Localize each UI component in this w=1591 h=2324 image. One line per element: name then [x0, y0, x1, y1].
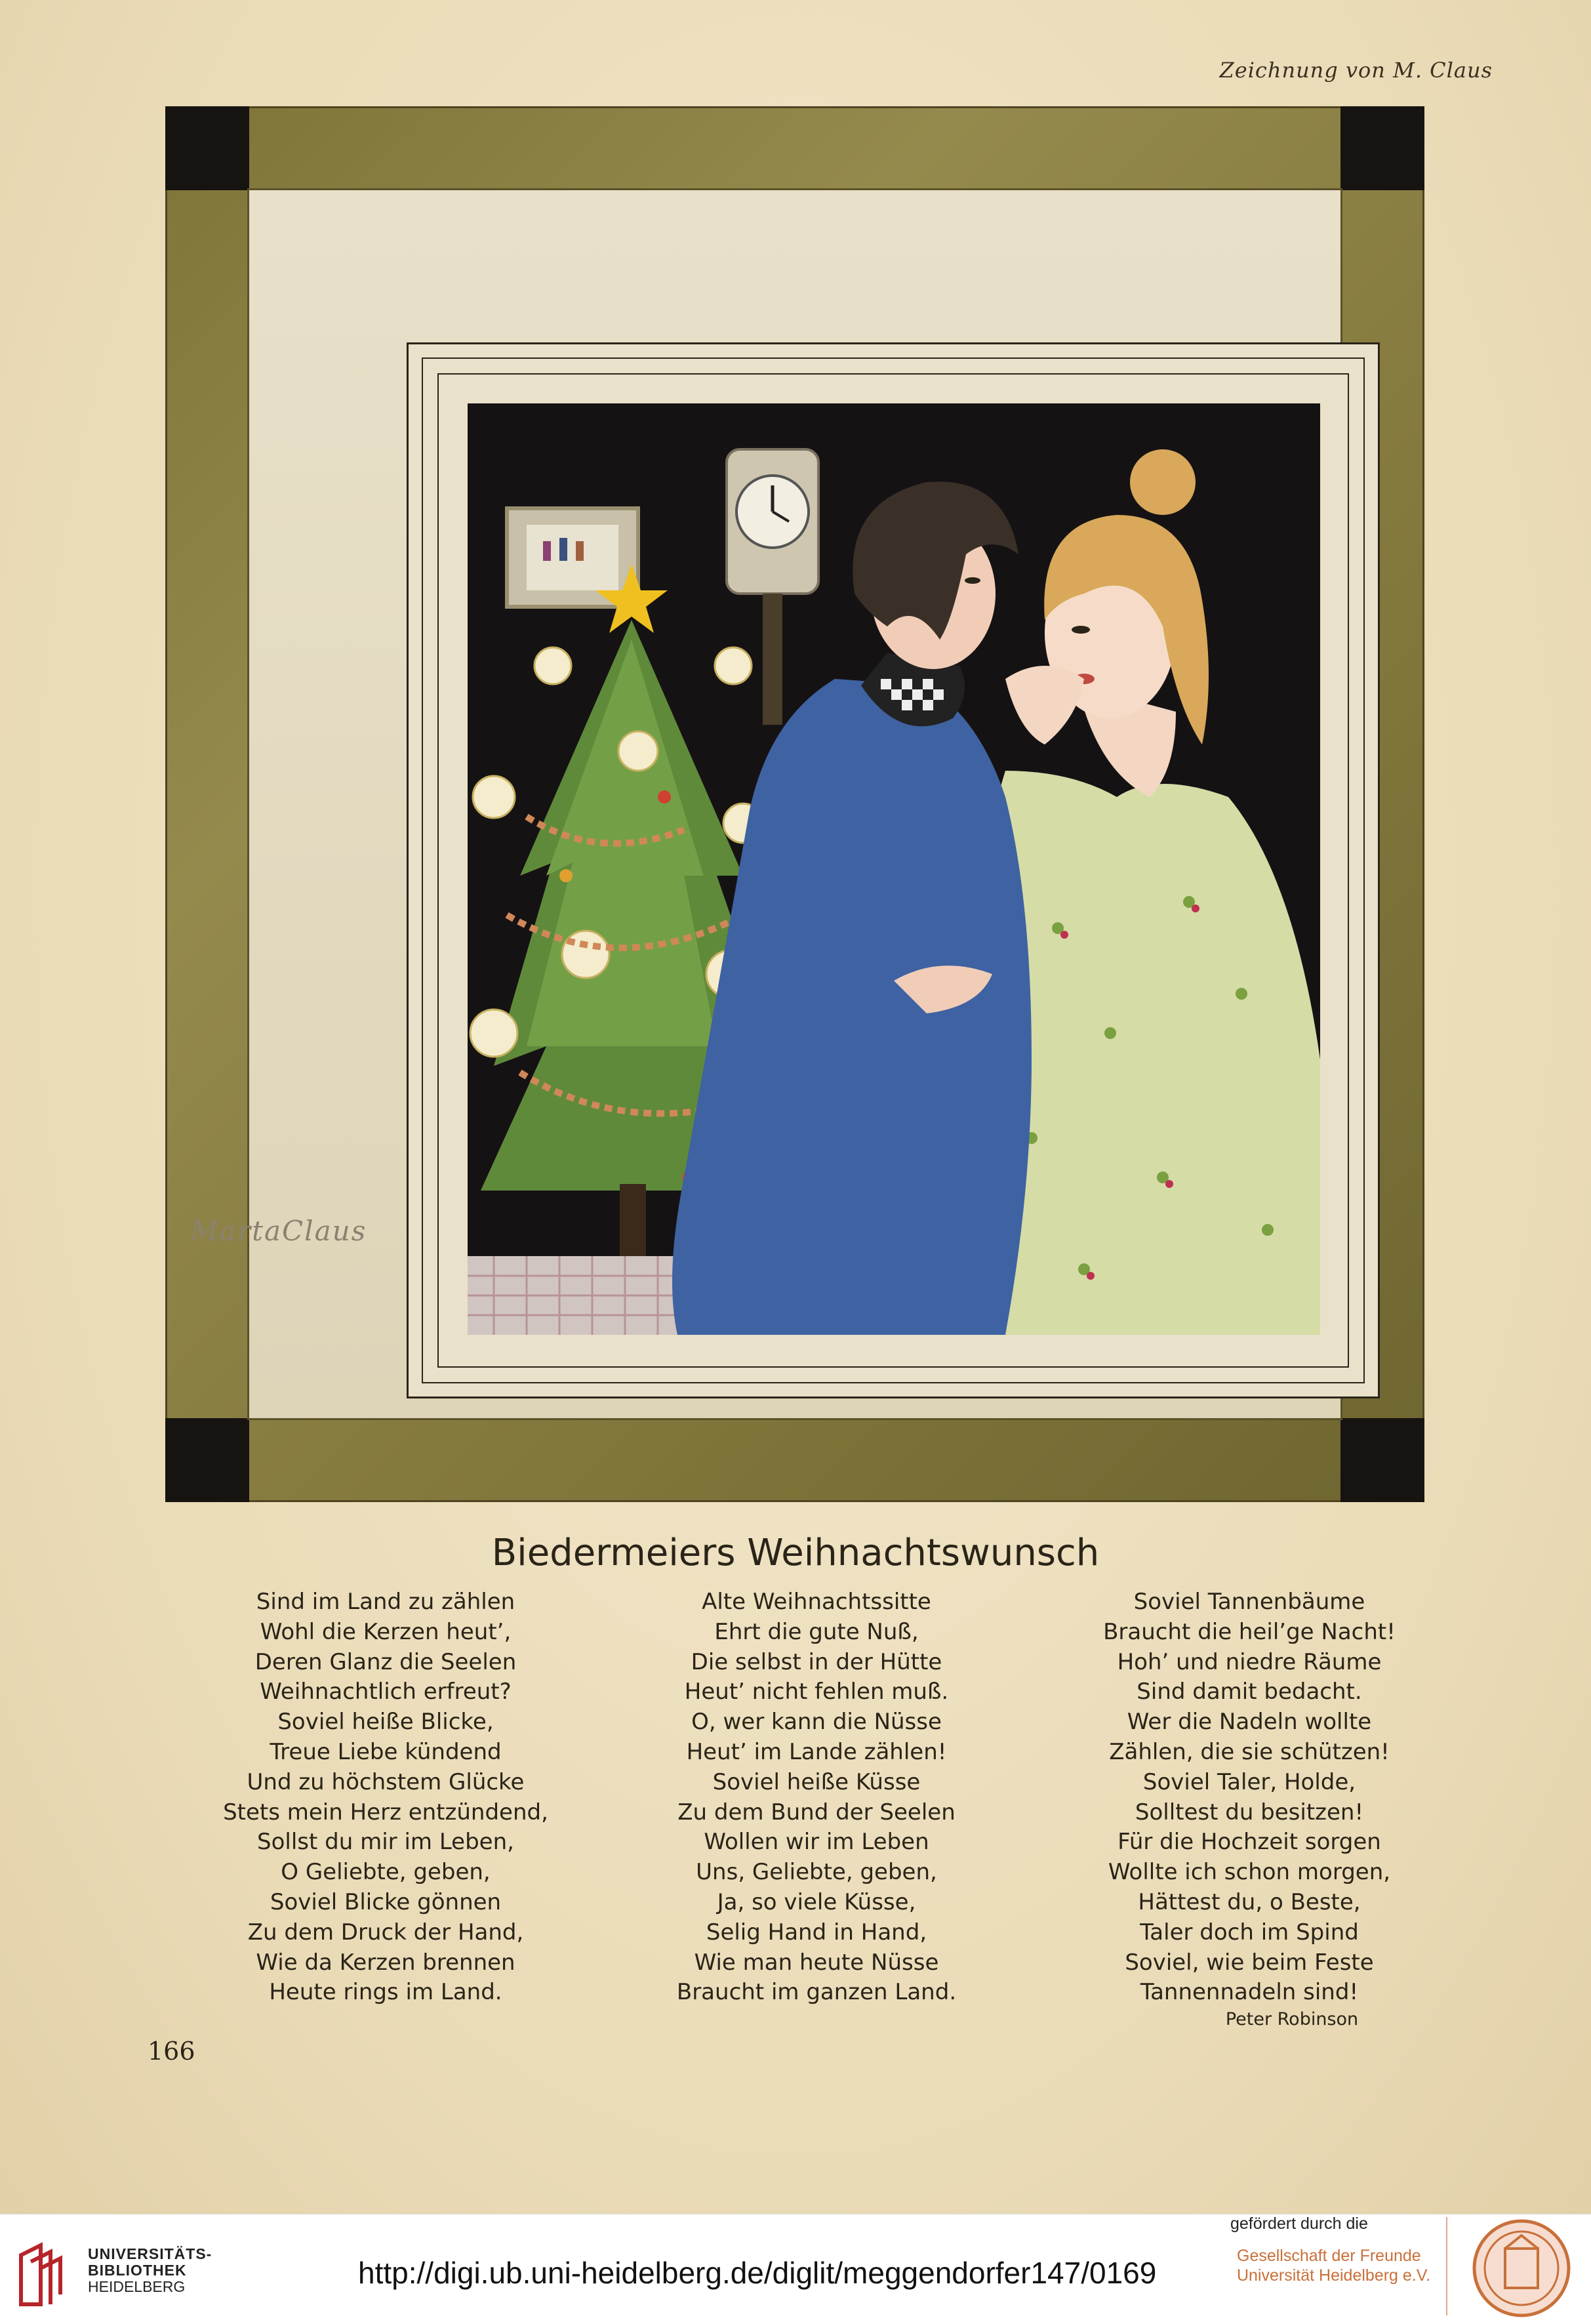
poem-line: Uns, Geliebte, geben, [696, 1859, 937, 1886]
poem-line: Soviel Blicke gönnen [270, 1888, 502, 1915]
sponsor-label: gefördert durch die [1230, 2214, 1368, 2233]
permalink-url[interactable]: http://digi.ub.uni-heidelberg.de/diglit/meggendorfer147/0169 [358, 2256, 1157, 2290]
picture-frame [165, 106, 1424, 1502]
poem-line: Selig Hand in Hand, [706, 1919, 927, 1946]
sponsor-name-line: Universität Heidelberg e.V. [1237, 2266, 1431, 2285]
poem-line: Sind im Land zu zählen [256, 1589, 515, 1615]
artwork-border [407, 342, 1380, 1398]
sponsor-name [1237, 2246, 1430, 2285]
poem-line: Die selbst in der Hütte [691, 1648, 942, 1675]
page-number: 166 [148, 2037, 195, 2066]
poem-line: Soviel heiße Blicke, [277, 1709, 494, 1736]
poem-stanza-column-2 [580, 1587, 1053, 2008]
poem-line: Sind damit bedacht. [1137, 1679, 1362, 1705]
sponsor-name-line: Gesellschaft der Freunde [1237, 2247, 1421, 2265]
poem-line: Ehrt die gute Nuß, [714, 1618, 919, 1645]
poem-line: Wie da Kerzen brennen [256, 1949, 515, 1976]
poem-line: Soviel heiße Küsse [712, 1768, 921, 1795]
poem-line: Ja, so viele Küsse, [717, 1888, 916, 1915]
poem-line: Für die Hochzeit sorgen [1118, 1829, 1381, 1856]
poem-line: Heut’ nicht fehlen muß. [684, 1679, 949, 1705]
poem-line: Wer die Nadeln wollte [1127, 1709, 1372, 1736]
poem-line: Soviel Taler, Holde, [1142, 1768, 1356, 1795]
poem-line: Tannennadeln sind! [1140, 1979, 1359, 2006]
poem-line: Soviel, wie beim Feste [1125, 1949, 1374, 1976]
poem-line: Stets mein Herz entzündend, [223, 1799, 548, 1825]
poem-stanza-column-3 [1013, 1587, 1485, 2008]
poem-line: Zu dem Bund der Seelen [677, 1799, 956, 1825]
poem-line: Weihnachtlich erfreut? [260, 1679, 512, 1705]
university-library-logo-icon [14, 2242, 73, 2308]
poem-line: Heut’ im Lande zählen! [686, 1738, 947, 1765]
poem-line: Zu dem Druck der Hand, [247, 1919, 524, 1946]
poem-line: Hättest du, o Beste, [1138, 1888, 1361, 1915]
poem-line: Wie man heute Nüsse [694, 1949, 939, 1976]
illustration-credit: Zeichnung von M. Claus [1219, 58, 1493, 83]
poem-line: Braucht die heil’ge Nacht! [1103, 1618, 1396, 1645]
poem-line: Hoh’ und niedre Räume [1117, 1648, 1382, 1675]
library-name-line: UNIVERSITÄTS- [88, 2245, 212, 2262]
poem-title: Biedermeiers Weihnachtswunsch [491, 1532, 1100, 1574]
frame-corner [165, 106, 249, 190]
poem-stanza-column-1 [150, 1587, 622, 2008]
poem-line: Deren Glanz die Seelen [254, 1648, 517, 1675]
poem-line: Und zu höchstem Glücke [247, 1768, 525, 1795]
library-name [88, 2246, 212, 2295]
poem-line: Alte Weihnachtssitte [702, 1589, 931, 1615]
poem-line: O, wer kann die Nüsse [691, 1709, 942, 1736]
poem-line: Treue Liebe kündend [270, 1738, 502, 1765]
frame-corner [1340, 106, 1424, 190]
illustration-couple-christmas-tree [468, 403, 1320, 1335]
library-name-line: BIBLIOTHEK [88, 2262, 187, 2279]
poem-line: Soviel Tannenbäume [1133, 1589, 1365, 1615]
poem-author: Peter Robinson [1225, 2009, 1359, 2029]
frame-corner [165, 1418, 249, 1502]
poem-line: Solltest du besitzen! [1135, 1799, 1364, 1825]
artist-signature: MartaClaus [190, 1215, 367, 1247]
poem-line: Taler doch im Spind [1140, 1919, 1359, 1946]
poem-line: Braucht im ganzen Land. [676, 1979, 957, 2006]
footer-divider [1446, 2217, 1447, 2315]
poem-line: Heute rings im Land. [269, 1979, 502, 2006]
library-name-line: HEIDELBERG [88, 2278, 186, 2295]
poem-line: Sollst du mir im Leben, [257, 1829, 514, 1856]
poem-line: Zählen, die sie schützen! [1109, 1738, 1390, 1765]
poem-line: Wollte ich schon morgen, [1108, 1859, 1391, 1886]
university-seal-icon [1466, 2216, 1577, 2321]
poem-line: Wohl die Kerzen heut’, [260, 1618, 512, 1645]
poem-line: O Geliebte, geben, [281, 1859, 491, 1886]
poem-line: Wollen wir im Leben [704, 1829, 929, 1856]
frame-mat [249, 190, 1340, 1418]
frame-corner [1340, 1418, 1424, 1502]
